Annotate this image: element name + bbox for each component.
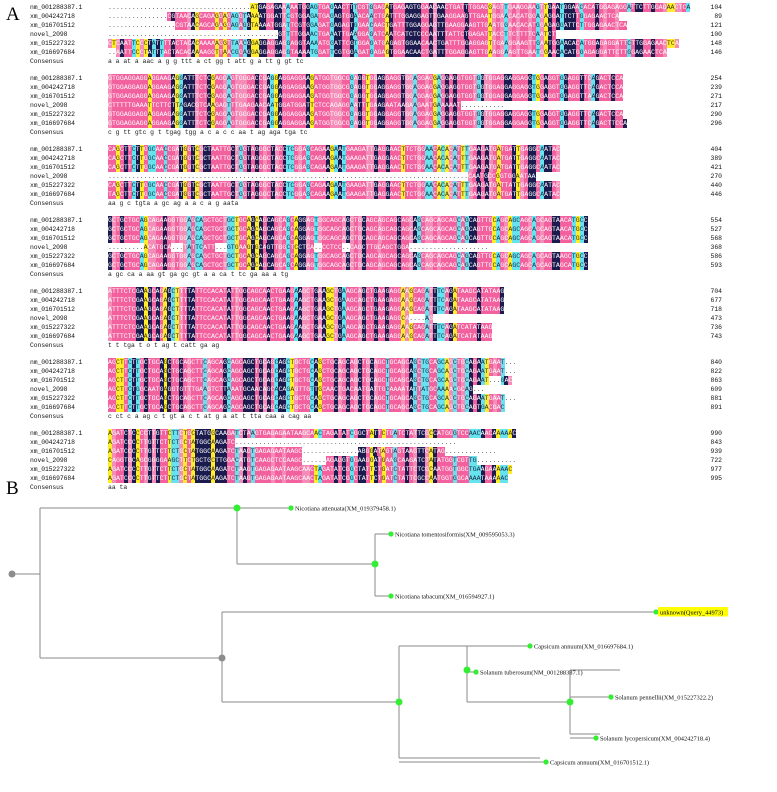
- alignment-row: [30, 243, 775, 252]
- tree-leaf-label: Solanum pennellii(XM_015227322.2): [615, 694, 713, 702]
- alignment-row: [30, 225, 775, 234]
- residue-position-number: 421: [710, 164, 722, 171]
- alignment-consensus-row: [30, 128, 775, 137]
- alignment-row: [30, 252, 775, 261]
- residue-position-number: 863: [710, 377, 722, 384]
- sequence-residues: AGCTTCTTGCTGCAGCTGCAGCTTCAGCAGCAGCAGCTGCAGCAGCTGCTGCAGCTGCAGCAGCTGCAGCTGCAGCAGCTGCAGCAGCTGCAGAATGAAT...: [108, 368, 517, 375]
- sequence-residues: .................CGTAACAGCAGAGGAGAGGTAAAATGGATTCGTGGAGATGAGAGTGGAACAACTGATTTGGAGGAGTTGAAGGAAGTTGAATGGAACACATGGAGAGGATTCTTGGAGAACTCA: [108, 22, 628, 29]
- sequence-residues: GTGGAGGAGGAGGAAGAGGATTTCTCGAGGAGTGGGACCGAGGAGGAGGAAGATGGTGGCGGAGGTGGAGGAGGTGGAGGAGGAGGAGGTGGTGGTGGAGGAGGAGGTGGAGGTGGAGGTTCAGACTCCA: [108, 84, 624, 91]
- residue-position-number: 568: [710, 235, 722, 242]
- sequence-name: novel_2098: [30, 31, 68, 38]
- sequence-residues: CAGCTTCTTGGCAACCGATGGTCGCTAATTGCTGGTAGGGCTACCTCGGAGCAGAAGAATGAAGATTGAGGAACTTCTGGAACACACATTTGAAGATGATGATTGAGGCAATAC: [108, 155, 561, 162]
- sequence-name: nm_001288387.1: [30, 359, 83, 366]
- residue-position-number: 977: [710, 466, 722, 473]
- sequence-name: xm_016697684: [30, 262, 75, 269]
- sequence-residues: GCTGCTGCAGCAGAAGGTGGAGCAGCTGCTGCTGCAGCAGCAGCAGCAGGAGTGGCAGCAGCTGCAGCAGCAGCAGCAGCAGCAGCAGCAGCAGTTGCAGCAGCAGCAGCAGTAAGCTGCC: [108, 253, 588, 260]
- tree-leaf-node[interactable]: [653, 609, 658, 614]
- sequence-name: xm_015227322: [30, 395, 75, 402]
- sequence-residues: ATTTCTCGAAGCAGAGCTTTTATTCCACATATTGGCAGCAACTGAAGAAGCTGAAGCTGAAGCAGCTGAAGAGGAAGCAGATTTCAGATAAGCATATAAG: [108, 288, 505, 295]
- sequence-residues: CTTTTTGAAATTCTTCTTAGACGTCAAGAGTTTGAAGAACAATGGATGGATTCTCCAGAGGAATTTGAAGAATAAGAAGAATGAAAAAT...........: [108, 102, 505, 109]
- residue-position-number: 89: [714, 13, 722, 20]
- sequence-residues: CAGCTTCTTGGCAACCGATGGTCGCTAATTGCTGGTAGGGCTACCTCGGAGCAGAAGAATGAAGATTGAGGAACTTCTGGAACACACATTTGAAGATGATTATTGAGGCAATAC: [108, 182, 561, 189]
- sequence-name: xm_016701512: [30, 235, 75, 242]
- tree-leaf-node[interactable]: [388, 593, 393, 598]
- alignment-row: [30, 48, 775, 57]
- residue-position-number: 554: [710, 217, 722, 224]
- tree-leaf-node[interactable]: [608, 694, 613, 699]
- sequence-residues: AGCTTCTTGCTGCAGCTGCAGCTTCAGCAGCAGCAGCTGCAGCAGCTGCTGCAGCTGCAGCAGCTGCAGCTGCAGCAGCTGCAGCAGCTGCAGAAT...GAC: [108, 377, 513, 384]
- sequence-name: nm_001288387.1: [30, 217, 83, 224]
- sequence-name: xm_016697684: [30, 404, 75, 411]
- sequence-name: xm_015227322: [30, 182, 75, 189]
- sequence-residues: ...............CGTAACAGCAGAGGAGAGGTAAAATGGATTCGTGGAGATGAGAGTGGAACAACTGATTTGGAGGAGTTGAAGGAAGTTGAATGGAACACATGGAGAGGATTCTTGGAGAACTCA: [108, 13, 620, 20]
- sequence-residues: GCTGCTGCAGCAGAAGGTGGAGCAGCTGCTGCTGCAGCAGCAGCAGCAGGAGTGGCAGCAGCTGCAGCAGCAGCAGCAGCAGCAGCAGCAGCAGTTGCAGCAGCAGCAGCAGTAACATGCC: [108, 226, 588, 233]
- sequence-residues: CAGCTTCTTGGCAACCGATGGTCGCTAATTGCTGGTAGGGCTACCTCGGAGCAGAAGAATGAAGATTGAGGAACTTCTGGAACACACATTTGAAGATGATGATTGAGGCAATAC: [108, 146, 561, 153]
- sequence-name: novel_2098: [30, 244, 68, 251]
- alignment-consensus-row: [30, 199, 775, 208]
- sequence-name: xm_004242718: [30, 155, 75, 162]
- phylogenetic-tree-panel: [0, 470, 777, 792]
- tree-leaf-label: Nicotiana tomentosiformis(XM_009595053.3): [395, 531, 515, 539]
- residue-position-number: 100: [710, 31, 722, 38]
- residue-position-number: 271: [710, 93, 722, 100]
- sequence-residues: ....................................ATGAGAGAAAAATGGAGTGAGAACTTTCGTGGAGATGAGAGTGGAACAACTGATTTGGAGGAGTTGAAGGAAGTTGAATGGAACACATGGAGAGGATTCTTGGAGAACTCA: [108, 4, 691, 11]
- sequence-residues: ATTTCTCGAAGCAGAGCTTTTATTCCACATATTGGCAGCAACTGAAGAAGCTGAAGCTGAAGCAGCTGAAGAGGAAGCAGATTTCAGATCATATAAG: [108, 333, 493, 340]
- sequence-name: Consensus: [30, 200, 64, 207]
- alignment-row: [30, 296, 775, 305]
- alignment-row: [30, 332, 775, 341]
- sequence-residues: GTGGAGGAGGAGGAAGAGGATTTCTCGAGGAGTGGGACCGAGGAGGAGGAAGATGGTGGCGGAGGTGGAGGAGGTGGAGGAGGAGGAGGTGGTGGTGGAGGAGGAGGTGGAGGTGGAGGTTCAGACTTCCA: [108, 120, 628, 127]
- alignment-row: [30, 305, 775, 314]
- residue-position-number: 440: [710, 182, 722, 189]
- alignment-row: [30, 92, 775, 101]
- residue-position-number: 586: [710, 253, 722, 260]
- sequence-residues: .........ACATGCA...TATTCATT...GTGAAGTGCAGTTGGCTCCTCA..CCTCC..CAGCTTGCAGCTGGA....................: [108, 244, 489, 251]
- residue-position-number: 939: [710, 448, 722, 455]
- sequence-name: xm_016701512: [30, 93, 75, 100]
- sequence-residues: AGATCCCCTTGTTCTTCTGCTATGGCAAGATC........................................................: [108, 439, 457, 446]
- sequence-name: Consensus: [30, 58, 64, 65]
- residue-position-number: 527: [710, 226, 722, 233]
- tree-leaf-labels: [295, 506, 728, 767]
- alignment-row: [30, 447, 775, 456]
- sequence-name: xm_016697684: [30, 475, 75, 482]
- residue-position-number: 840: [710, 359, 722, 366]
- sequence-residues: CTCAATTCCCTATTTTACTACACAAAAAGGTTAACGGAGGAGGAGGAGGTAAAATGGATTCGTGGAGATGAGAGTGGAACAACTGATTTGGAGGAGTTGAAGGAAGTTGAATGGAACACATGGAGAGGATTCTTGGAGAACTCA: [108, 40, 679, 47]
- residue-position-number: 822: [710, 368, 722, 375]
- sequence-name: xm_016701512: [30, 164, 75, 171]
- alignment-block: [30, 358, 775, 421]
- sequence-name: xm_004242718: [30, 439, 75, 446]
- sequence-residues: GTGGAGGAGGAGGAAGAGGATTTCTCGAGGAGTGGGACCGAGGAGGAGGAAGATGGTGGCGGAGGTGGAGGAGGTGGAGGAGGAGGAGGTGGTGGTGGAGGAGGAGGTGGAGGTGGAGGTTAAGACTCCA: [108, 93, 624, 100]
- alignment-row: [30, 323, 775, 332]
- sequence-name: novel_2098: [30, 315, 68, 322]
- sequence-name: Consensus: [30, 129, 64, 136]
- alignment-row: [30, 261, 775, 270]
- tree-leaf-label: Nicotiana attenuata(XM_019379458.1): [295, 505, 396, 513]
- sequence-residues: AGCTTCTTGCTGCAGCTGCAGCTTCAGCAGCAGCAGCTGCAGCAGCTGCTGCAGCTGCAGCAGCTGCAGCTGCAGCAGCTGCAGCAGCTGCAGAATGAAT...: [108, 359, 517, 366]
- residue-position-number: 296: [710, 120, 722, 127]
- sequence-name: Consensus: [30, 271, 64, 278]
- alignment-row: [30, 154, 775, 163]
- residue-position-number: 290: [710, 111, 722, 118]
- panel-a-letter: A: [6, 4, 20, 25]
- alignment-row: [30, 367, 775, 376]
- alignment-row: [30, 287, 775, 296]
- alignment-row: [30, 39, 775, 48]
- alignment-row: [30, 74, 775, 83]
- tree-leaf-label: Capsicum annuum(XM_016701512.1): [550, 759, 650, 767]
- sequence-residues: GCTGCTGCAGCAGAAGGTGGAGCAGCTGCTGCTGCAGCAGCAGCAGCAGGAGTGGCAGCAGCTGCAGCAGCAGCAGCAGCAGCAGCAGCAGCAGTTGCAGCAGCAGCAGCAGTAACATGCC: [108, 235, 588, 242]
- sequence-residues: a gc ca a aa gt ga gc gt a a ca t tc ga aa a tg: [108, 271, 289, 278]
- alignment-block: [30, 287, 775, 350]
- residue-position-number: 718: [710, 306, 722, 313]
- sequence-residues: t t tga t o t ag t catt ga ag: [108, 342, 220, 349]
- sequence-residues: GCTGCTGCAGCAGAAGGTGGAGCAGCTGCTGCTGCAGCAGCAGCAGCAGGAGTGGCAGCAGCTGCAGCAGCAGCAGCAGCAGCAGCAGCAGCAGTTGCAGCAGCAGCAGCAGTAACATGCC: [108, 217, 588, 224]
- tree-leaf-node[interactable]: [388, 531, 393, 536]
- alignment-row: [30, 12, 775, 21]
- alignment-row: [30, 385, 775, 394]
- residue-position-number: 473: [710, 315, 722, 322]
- tree-branches: [12, 505, 655, 762]
- sequence-residues: aa ta: [108, 484, 128, 491]
- alignment-row: [30, 110, 775, 119]
- alignment-row: [30, 429, 775, 438]
- sequence-name: xm_016701512: [30, 448, 75, 455]
- sequence-name: xm_016701512: [30, 377, 75, 384]
- residue-position-number: 148: [710, 40, 722, 47]
- sequence-name: Consensus: [30, 484, 64, 491]
- sequence-name: Consensus: [30, 342, 64, 349]
- alignment-row: [30, 190, 775, 199]
- sequence-name: Consensus: [30, 413, 64, 420]
- alignment-row: [30, 394, 775, 403]
- sequence-name: xm_004242718: [30, 84, 75, 91]
- residue-position-number: 368: [710, 244, 722, 251]
- alignment-row: [30, 21, 775, 30]
- alignment-block: [30, 216, 775, 279]
- alignment-row: [30, 376, 775, 385]
- tree-leaf-label: unknown(Query_44973): [660, 609, 724, 617]
- sequence-residues: a a at a aac a g g ttt a ct gg t att g a tt g gt tc: [108, 58, 304, 65]
- tree-leaf-label: Solanum lycopersicum(XM_004242718.4): [600, 735, 711, 743]
- sequence-name: xm_015227322: [30, 111, 75, 118]
- tree-leaf-node[interactable]: [527, 643, 532, 648]
- alignment-consensus-row: [30, 57, 775, 66]
- alignment-consensus-row: [30, 270, 775, 279]
- sequence-name: nm_001288387.1: [30, 430, 83, 437]
- alignment-consensus-row: [30, 412, 775, 421]
- sequence-residues: ATTTCTCGAAGCAGAGCTTTTATTCCACATATTGGCAGCAACTGAAGAAGCTGAAGCTGAAGCAGCTGAAGAGGCA....AG: [108, 315, 433, 322]
- sequence-residues: CAGCTTCTTGGCAACCGATGGTCGCTAATTGCTGGTAGGGCTACCTCGGAGCAGAAGAATGAAGATTGAGGAACTTCTGGAACACACATTTGAAGATGATGATTGAGGCAATAC: [108, 164, 561, 171]
- sequence-name: novel_2098: [30, 102, 68, 109]
- residue-position-number: 389: [710, 155, 722, 162]
- tree-leaf-node[interactable]: [543, 759, 548, 764]
- residue-position-number: 843: [710, 439, 722, 446]
- sequence-name: xm_016697684: [30, 49, 75, 56]
- sequence-name: xm_016697684: [30, 120, 75, 127]
- residue-position-number: 239: [710, 84, 722, 91]
- sequence-residues: AGCTTCTTGCTGCAGCTGCAGCTTCAGCAGCAGCAGCTGCAGCAGCTGCTGCAGCTGCAGCAGCTGCAGCTGCAGCAGCTGCAGCAGCTGCAGTGACGAC: [108, 404, 505, 411]
- tree-leaf-node[interactable]: [593, 735, 598, 740]
- sequence-name: novel_2098: [30, 457, 68, 464]
- sequence-residues: c g tt gtc g t tgag tgg a c a c c aa t ag aga tga tc: [108, 129, 308, 136]
- sequence-residues: AGATCTCCCCTTGTTCTTCTGCTATGGCAAGATCTAAGTGAGAGAATAAGCAACTAGATATCGGCTATTCTGATCTATTCGCCATGGGTCCAACAACAAAAAC: [108, 430, 517, 437]
- sequence-name: xm_016701512: [30, 22, 75, 29]
- sequence-residues: AGATCCCCTTGTTCTTCTGCTATGGCAAGATCTAAGTGAGAGAATAAGC..............ABGGATAGTAGTAAGTTCATAG.............: [108, 448, 497, 455]
- sequence-name: novel_2098: [30, 386, 68, 393]
- sequence-residues: AGATCCCCTTGTTCTTCTGCTATGGCAAGATCTAAGTGAGAGAATAAGCAACTAGATATCGGCTATTCTGATCTATTCGCCAATGGTGGCAAAATAAAAAC: [108, 475, 509, 482]
- sequence-name: xm_004242718: [30, 13, 75, 20]
- alignment-block: [30, 3, 775, 66]
- sequence-name: xm_016697684: [30, 191, 75, 198]
- alignment-block: [30, 74, 775, 137]
- sequence-residues: aa g c tgta a gc ag a a c a g aata: [108, 200, 239, 207]
- sequence-residues: TAGCTTCTTGGCAACCGATGGTCGCTAATTGCTGGTAGGGCTACCTCGGAGCAGAAGAATGAAGATTGAGGAACTTCTGGAACACACATTTGAAGATGATGATTGAGGCAATAC: [108, 191, 561, 198]
- residue-position-number: 722: [710, 457, 722, 464]
- tree-leaf-label: Capsicum annuum(XM_016697684.1): [534, 643, 634, 651]
- alignment-row: [30, 145, 775, 154]
- sequence-residues: ...........................................................................................CAATGCCGGTGGAATAA: [108, 173, 536, 180]
- sequence-residues: ATTTCTCGAAGCAGAGCTTTTATTCCACATATTGGCAGCAACTGAAGAAGCTGAAGCTGAAGCAGCTGAAGAGGAAGCAGATTTCAGATAAGCATATAAG: [108, 306, 505, 313]
- residue-position-number: 121: [710, 22, 722, 29]
- residue-position-number: 704: [710, 288, 722, 295]
- sequence-residues: ATTTCTCGAAGCAGAGCTTTTATTCCACATATTGGCAGCAACTGAAGAAGCTGAAGCTGAAGCAGCTGAAGAGGAAGCAGATTTCAGATAAGCATATAAG: [108, 297, 505, 304]
- residue-position-number: 104: [710, 4, 722, 11]
- sequence-residues: ..AATTCCCTATTTACTACACAAAAGGTTAACGGAGGAGGAGGAGGTAAAATGGATTCGTGGAGATGAGAGTGGAACAACTGATTTGGAGGAGTTGAAGGAAGTTGAATGGAACACATGGAGAGGATTCTTGGAGAACTCA: [108, 49, 667, 56]
- residue-position-number: 446: [710, 191, 722, 198]
- sequence-residues: c ct c a ag c t gt a c t at g a at t tta caa a cag aa: [108, 413, 312, 420]
- alignment-row: [30, 234, 775, 243]
- residue-position-number: 995: [710, 475, 722, 482]
- alignment-block: [30, 145, 775, 208]
- sequence-residues: ...........................................GTTTTGGAACTGAAATTGAAGGAGATCAATCATCTCCCAATTTATTCTGAGATTACCTTCTTTTCAATCT: [108, 31, 556, 38]
- alignment-row: [30, 456, 775, 465]
- tree-leaf-node[interactable]: [288, 505, 293, 510]
- sequence-name: novel_2098: [30, 173, 68, 180]
- sequence-name: xm_004242718: [30, 297, 75, 304]
- residue-position-number: 881: [710, 395, 722, 402]
- alignment-row: [30, 403, 775, 412]
- residue-position-number: 743: [710, 333, 722, 340]
- sequence-name: xm_015227322: [30, 466, 75, 473]
- residue-position-number: 593: [710, 262, 722, 269]
- sequence-name: xm_015227322: [30, 253, 75, 260]
- alignment-row: [30, 181, 775, 190]
- sequence-residues: AGCTTCTTGCTGCAGCTGCAGCTTCAGCAGCAGCAGCTGCAGCAGCTGCTGCAGCTGCAGCAGCTGCAGCTGCAGCAGCTGCAGCAGCTGCAGAATGAAT...: [108, 395, 517, 402]
- residue-position-number: 254: [710, 75, 722, 82]
- tree-leaf-node[interactable]: [473, 669, 478, 674]
- sequence-name: xm_004242718: [30, 368, 75, 375]
- alignment-row: [30, 30, 775, 39]
- residue-position-number: 609: [710, 386, 722, 393]
- tree-leaf-label: Solanum tuberosum(NM_001288387.1): [480, 669, 583, 677]
- sequence-name: nm_001288387.1: [30, 75, 83, 82]
- alignment-row: [30, 358, 775, 367]
- sequence-name: nm_001288387.1: [30, 146, 83, 153]
- sequence-name: xm_016701512: [30, 306, 75, 313]
- sequence-residues: AGATCCCCTTGTTCTTCTGCTATGGCAAGATCTAAGTGAGAGAATAAGCAACTAGATATCGGCTATTCTGATCTATTCTCGCAATGGTGGCTGAAGAAAAAC: [108, 466, 513, 473]
- sequence-name: xm_016697684: [30, 333, 75, 340]
- sequence-residues: GCTGCTGCAGCAGAAGGTGGAGCAGCTGCTGCTGCAGCAGCAGCAGCAGGAGTGGCAGCAGCTGCAGCAGCAGCAGCAGCAGCAGCAGCAGCAGTTGCAGCAGCAGCAGCAGTAGCATGCC: [108, 262, 588, 269]
- residue-position-number: 736: [710, 324, 722, 331]
- residue-position-number: 146: [710, 49, 722, 56]
- tree-leaf-nodes: [288, 505, 658, 764]
- residue-position-number: 217: [710, 102, 722, 109]
- alignment-row: [30, 119, 775, 128]
- sequence-residues: GTGGAGGAGGAGGAAGAGGATTTCTCGAGGAGTGGGACCGAGGAGGAGGAAGATGGTGGCGGAGGTGGAGGAGGTGGAGGAGGAGGAGGTGGTGGTGGAGGAGGAGGTGGAGGTGGAGGTTCAGACTCCA: [108, 75, 624, 82]
- alignment-row: [30, 216, 775, 225]
- sequence-name: xm_015227322: [30, 40, 75, 47]
- residue-position-number: 677: [710, 297, 722, 304]
- panel-b-letter: B: [6, 478, 19, 499]
- sequence-name: nm_001288387.1: [30, 4, 83, 11]
- sequence-residues: ATTTCTCGAAGCAGAGCTTTTATTCCACATATTGGCAGCAACTGAAGAAGCTGAAGCTGAAGCAGCTGAAGAGGAAGCAGATTTCAGATCATATAAG: [108, 324, 493, 331]
- sequence-name: xm_004242718: [30, 226, 75, 233]
- sequence-name: nm_001288387.1: [30, 288, 83, 295]
- alignment-row: [30, 101, 775, 110]
- sequence-residues: GTGGAGGAGGAGGAAGAGGATTTCTCGAGGAGTGGGACCGAGGAGGAGGAAGATGGTGGCGGAGGTGGAGGAGGTGGAGGAGGAGGAGGTGGTGGTGGAGGAGGAGGTGGAGGTGGAGGTTCAGACTCCA: [108, 111, 624, 118]
- sequence-name: xm_015227322: [30, 324, 75, 331]
- alignment-row: [30, 438, 775, 447]
- residue-position-number: 891: [710, 404, 722, 411]
- sequence-residues: CAGGTGCAGCGGGGAAGCTTCTGCTGCTTGGACATGTCAAGCTCCAAGC......AGAGGTGGAAGGATGAAGCAAGATCTATATGGTCGTTG..........: [108, 457, 517, 464]
- residue-position-number: 404: [710, 146, 722, 153]
- tree-leaf-label: Nicotiana tabacum(XM_016594927.1): [395, 593, 495, 601]
- alignment-row: [30, 163, 775, 172]
- alignment-row: [30, 172, 775, 181]
- sequence-alignment-panel: [30, 3, 775, 500]
- alignment-row: [30, 83, 775, 92]
- residue-position-number: 270: [710, 173, 722, 180]
- residue-position-number: 990: [710, 430, 722, 437]
- alignment-consensus-row: [30, 341, 775, 350]
- alignment-row: [30, 3, 775, 12]
- alignment-row: [30, 314, 775, 323]
- sequence-residues: AGCTTCTGGCAATGAGGTGTTTGAAGTCTTAAATGCAACAGCACAGAGTTGTTGCAACTGACAATGATTGCAAAATATTATGCAAAACGCAG...: [108, 386, 485, 393]
